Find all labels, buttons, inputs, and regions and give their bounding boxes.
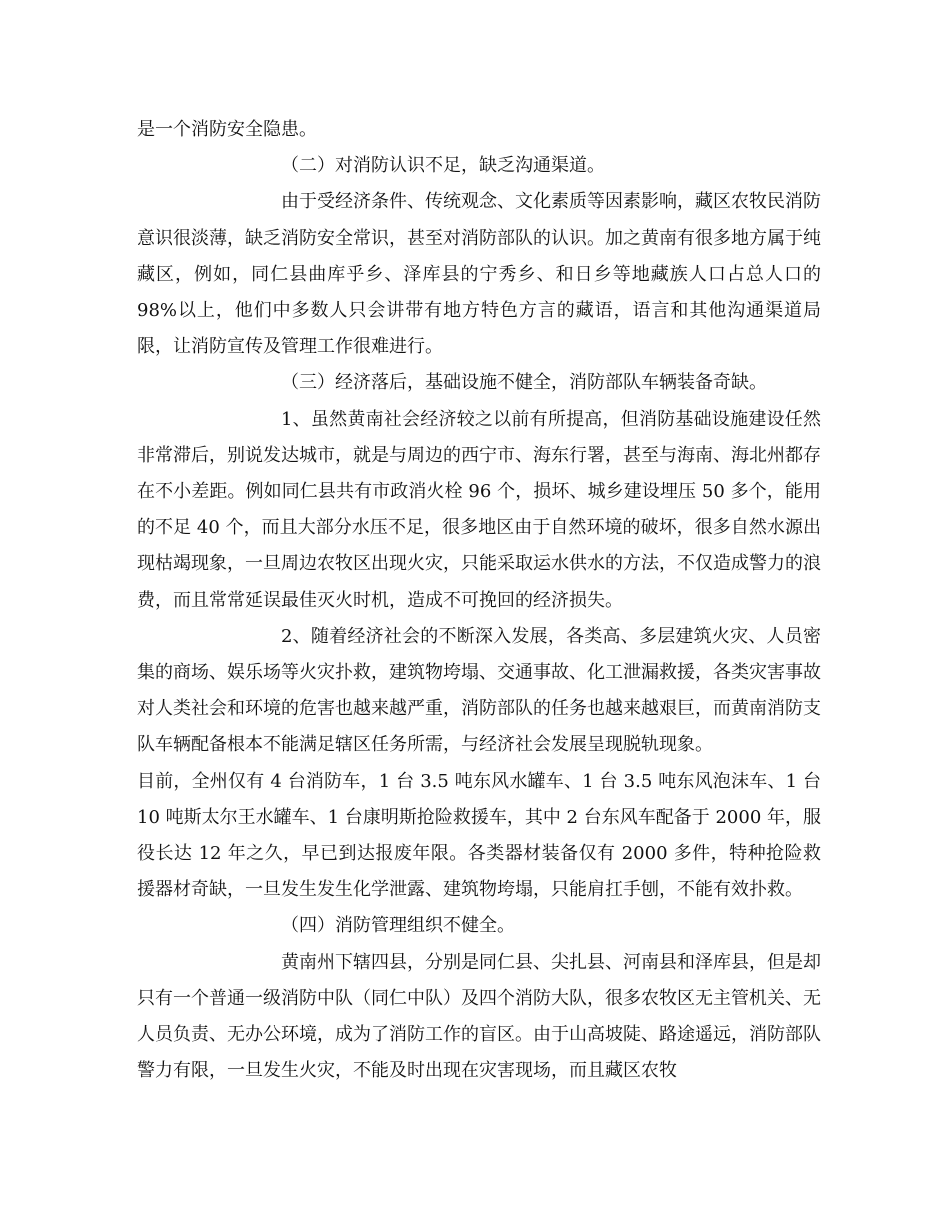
section-heading-two: （二）对消防认识不足，缺乏沟通渠道。 — [281, 155, 605, 177]
paragraph-equipment: 目前，全州仅有 4 台消防车，1 台 3.5 吨东风水罐车、1 台 3.5 吨东风泡沫车、1 台 10 吨斯太尔王水罐车、1 台康明斯抢险救援车，其中 2 台东风车配备于 2000 年，服役长达 12 年之久，早已到达报废年限。各类器材装备仅有 2000 多件，特种抢险救援器材奇缺，一旦发生发生化学泄露、建筑物垮塌，只能肩扛手刨，不能有效扑救。 — [137, 770, 821, 901]
paragraph-infrastructure: 1、虽然黄南社会经济较之以前有所提高，但消防基础设施建设任然非常滞后，别说发达城市，就是与周边的西宁市、海东行署，甚至与海南、海北州都存在不小差距。例如同仁县共有市政消火栓 96 个，损坏、城乡建设埋压 50 多个，能用的不足 40 个，而且大部分水压不足，很多地区由于自然环境的破坏，很多自然水源出现枯竭现象，一旦周边农牧区出现火灾，只能采取运水供水的方法，不仅造成警力的浪费，而且常常延误最佳灭火时机，造成不可挽回的经济损失。 — [137, 408, 821, 611]
paragraph-awareness: 由于受经济条件、传统观念、文化素质等因素影响，藏区农牧民消防意识很淡薄，缺乏消防安全常识，甚至对消防部队的认识。加之黄南有很多地方属于纯藏区，例如，同仁县曲库乎乡、泽库县的宁秀乡、和日乡等地藏族人口占总人口的98%以上，他们中多数人只会讲带有地方特色方言的藏语，语言和其他沟通渠道局限，让消防宣传及管理工作很难进行。 — [137, 191, 821, 358]
paragraph-vehicles: 2、随着经济社会的不断深入发展，各类高、多层建筑火灾、人员密集的商场、娱乐场等火灾扑救，建筑物垮塌、交通事故、化工泄漏救援，各类灾害事故对人类社会和环境的危害也越来越严重，消防部队的任务也越来越艰巨，而黄南消防支队车辆配备根本不能满足辖区任务所需，与经济社会发展呈现脱轨现象。 — [137, 625, 821, 756]
paragraph-organization: 黄南州下辖四县，分别是同仁县、尖扎县、河南县和泽库县，但是却只有一个普通一级消防中队（同仁中队）及四个消防大队，很多农牧区无主管机关、无人员负责、无办公环境，成为了消防工作的盲区。由于山高坡陡、路途遥远，消防部队警力有限，一旦发生火灾，不能及时出现在灾害现场，而且藏区农牧 — [137, 951, 821, 1082]
paragraph-continued: 是一个消防安全隐患。 — [137, 119, 317, 140]
section-heading-three: （三）经济落后，基础设施不健全，消防部队车辆装备奇缺。 — [281, 372, 767, 394]
document-body — [137, 112, 821, 1089]
section-heading-four: （四）消防管理组织不健全。 — [281, 915, 515, 937]
